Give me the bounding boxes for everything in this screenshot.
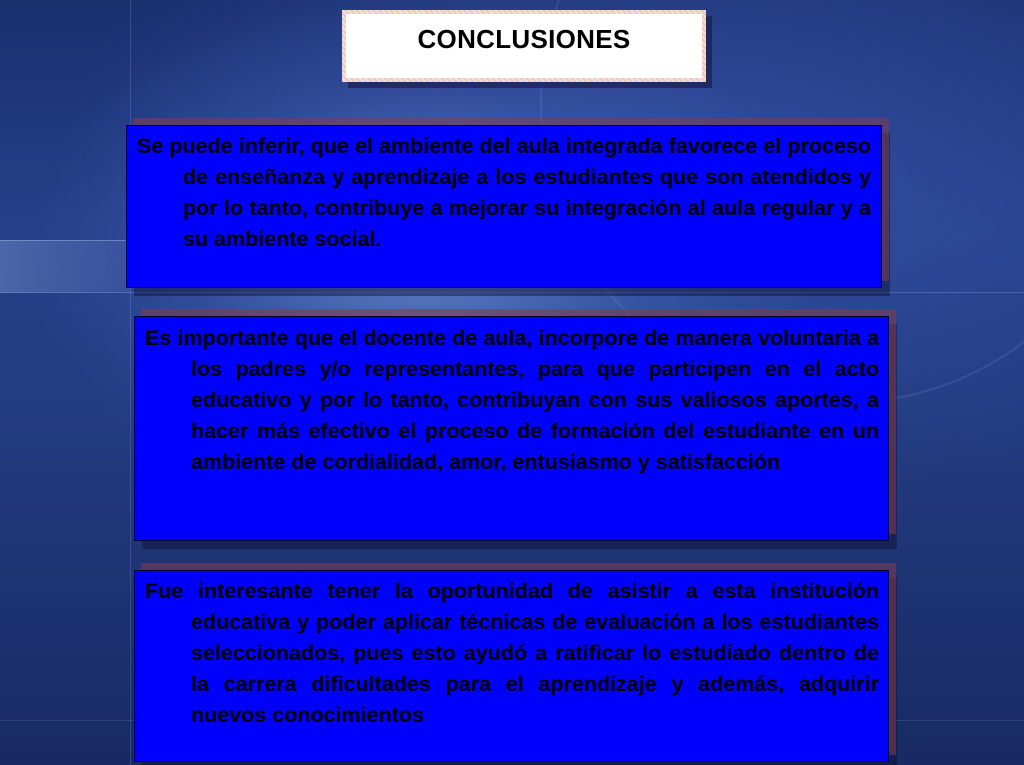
slide-title-inner [346,14,702,78]
background-line [0,292,1024,293]
conclusion-text-3: Fue interesante tener la oportunidad de asistir a esta institución educativa y poder aplicar técnicas de evaluación a los estudiantes seleccionados, pues esto ayudó a ratificar lo estudiado dentro de la carrera dificultades para el aprendizaje y además, adquirir nuevos conocimientos [145,579,879,727]
conclusion-box-2 [134,316,889,541]
slide-title-box [342,10,706,82]
conclusion-text-1: Se puede inferir, que el ambiente del aula integrada favorece el proceso de enseñanza y aprendizaje a los estudiantes que son atendidos y por lo tanto, contribuye a mejorar su integración al aula regular y a su ambiente social. [137,134,871,251]
conclusion-box-3 [134,570,889,762]
conclusion-box-1 [126,125,882,288]
background-line [130,0,131,765]
conclusion-text-2: Es importante que el docente de aula, incorpore de manera voluntaria a los padres y/o representantes, para que participen en el acto educativo y por lo tanto, contribuyan con sus valiosos aportes, a hacer más efectivo el proceso de formación del estudiante en un ambiente de cordialidad, amor, entusiasmo y satisfacción [145,326,879,474]
slide-title: CONCLUSIONES [417,24,631,54]
background-decoration [0,240,130,293]
